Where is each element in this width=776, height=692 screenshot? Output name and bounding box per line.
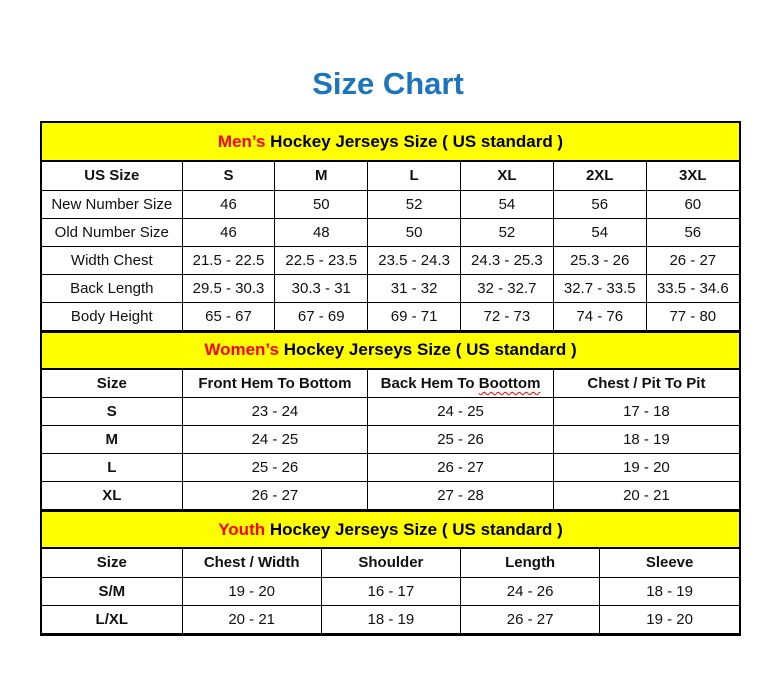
table-cell: 18 - 19 xyxy=(600,577,739,605)
column-header: Size xyxy=(42,549,182,577)
table-cell: 26 - 27 xyxy=(368,454,554,482)
table-cell: 46 xyxy=(182,218,275,246)
table-cell: 21.5 - 22.5 xyxy=(182,246,275,274)
table-row xyxy=(42,398,739,426)
size-tables xyxy=(40,121,741,636)
table-cell: 19 - 20 xyxy=(553,454,739,482)
table-cell: 31 - 32 xyxy=(368,274,461,302)
column-header: Length xyxy=(461,549,600,577)
table-cell: 18 - 19 xyxy=(321,605,460,633)
table-cell: 65 - 67 xyxy=(182,302,275,330)
column-header: Shoulder xyxy=(321,549,460,577)
womens-size-table xyxy=(42,370,739,511)
table-cell: 32 - 32.7 xyxy=(461,274,554,302)
table-cell: 26 - 27 xyxy=(646,246,739,274)
mens-banner xyxy=(42,123,739,162)
table-cell: 54 xyxy=(553,218,646,246)
mens-banner-highlight: Men’s xyxy=(217,131,266,151)
page-title: Size Chart xyxy=(312,66,464,101)
row-label-cell: Back Length xyxy=(42,274,182,302)
table-cell: 56 xyxy=(646,218,739,246)
table-cell: 20 - 21 xyxy=(553,482,739,510)
table-cell: 74 - 76 xyxy=(553,302,646,330)
table-cell: 48 xyxy=(275,218,368,246)
table-cell: 25 - 26 xyxy=(182,454,368,482)
row-label-cell: Old Number Size xyxy=(42,218,182,246)
table-cell: 69 - 71 xyxy=(368,302,461,330)
table-row xyxy=(42,274,739,302)
table-cell: 60 xyxy=(646,190,739,218)
table-cell: 16 - 17 xyxy=(321,577,460,605)
table-row xyxy=(42,482,739,510)
column-header: US Size xyxy=(42,162,182,190)
table-cell: 52 xyxy=(368,190,461,218)
table-cell: 26 - 27 xyxy=(461,605,600,633)
table-row xyxy=(42,218,739,246)
table-cell: 72 - 73 xyxy=(461,302,554,330)
table-row xyxy=(42,190,739,218)
row-label-cell: L/XL xyxy=(42,605,182,633)
mens-size-table xyxy=(42,162,739,331)
table-cell: 46 xyxy=(182,190,275,218)
table-cell: 24 - 25 xyxy=(182,426,368,454)
table-cell: 23 - 24 xyxy=(182,398,368,426)
table-row xyxy=(42,577,739,605)
womens-banner-text: Hockey Jerseys Size ( US standard ) xyxy=(278,340,577,359)
table-cell: 26 - 27 xyxy=(182,482,368,510)
table-cell: 50 xyxy=(368,218,461,246)
youth-banner-highlight: Youth xyxy=(218,519,266,539)
table-cell: 27 - 28 xyxy=(368,482,554,510)
misspelled-word: Boottom xyxy=(478,374,541,392)
section-womens xyxy=(42,331,739,511)
youth-size-table xyxy=(42,549,739,634)
mens-banner-text: Hockey Jerseys Size ( US standard ) xyxy=(265,131,564,151)
row-label-cell: Width Chest xyxy=(42,246,182,274)
table-cell: 20 - 21 xyxy=(182,605,321,633)
youth-banner xyxy=(42,510,739,549)
table-cell: 25 - 26 xyxy=(368,426,554,454)
table-row xyxy=(42,302,739,330)
table-cell: 33.5 - 34.6 xyxy=(646,274,739,302)
column-header: Sleeve xyxy=(600,549,739,577)
column-header: Front Hem To Bottom xyxy=(182,370,368,398)
column-header: L xyxy=(368,162,461,190)
column-header: Back Hem To Boottom xyxy=(368,370,554,398)
table-cell: 24 - 25 xyxy=(368,398,554,426)
table-cell: 52 xyxy=(461,218,554,246)
youth-banner-text: Hockey Jerseys Size ( US standard ) xyxy=(265,519,563,539)
column-header: Chest / Pit To Pit xyxy=(553,370,739,398)
table-row xyxy=(42,454,739,482)
table-cell: 50 xyxy=(275,190,368,218)
table-cell: 23.5 - 24.3 xyxy=(368,246,461,274)
column-header: S xyxy=(182,162,275,190)
column-header: 2XL xyxy=(553,162,646,190)
row-label-cell: M xyxy=(42,426,182,454)
column-header: XL xyxy=(461,162,554,190)
table-cell: 24.3 - 25.3 xyxy=(461,246,554,274)
table-cell: 24 - 26 xyxy=(461,577,600,605)
row-label-cell: New Number Size xyxy=(42,190,182,218)
table-cell: 29.5 - 30.3 xyxy=(182,274,275,302)
table-cell: 67 - 69 xyxy=(275,302,368,330)
column-header: Chest / Width xyxy=(182,549,321,577)
column-header: Size xyxy=(42,370,182,398)
table-cell: 32.7 - 33.5 xyxy=(553,274,646,302)
womens-banner-highlight: Women’s xyxy=(204,340,279,359)
table-cell: 19 - 20 xyxy=(182,577,321,605)
row-label-cell: L xyxy=(42,454,182,482)
table-cell: 22.5 - 23.5 xyxy=(275,246,368,274)
table-cell: 30.3 - 31 xyxy=(275,274,368,302)
section-youth xyxy=(42,510,739,634)
table-cell: 56 xyxy=(553,190,646,218)
table-cell: 25.3 - 26 xyxy=(553,246,646,274)
table-cell: 18 - 19 xyxy=(553,426,739,454)
table-cell: 54 xyxy=(461,190,554,218)
table-cell: 19 - 20 xyxy=(600,605,739,633)
row-label-cell: S/M xyxy=(42,577,182,605)
womens-banner xyxy=(42,331,739,370)
table-row xyxy=(42,426,739,454)
table-row xyxy=(42,605,739,633)
column-header: M xyxy=(275,162,368,190)
column-header: 3XL xyxy=(646,162,739,190)
row-label-cell: Body Height xyxy=(42,302,182,330)
section-mens xyxy=(42,123,739,331)
row-label-cell: S xyxy=(42,398,182,426)
table-cell: 17 - 18 xyxy=(553,398,739,426)
table-row xyxy=(42,246,739,274)
table-cell: 77 - 80 xyxy=(646,302,739,330)
row-label-cell: XL xyxy=(42,482,182,510)
